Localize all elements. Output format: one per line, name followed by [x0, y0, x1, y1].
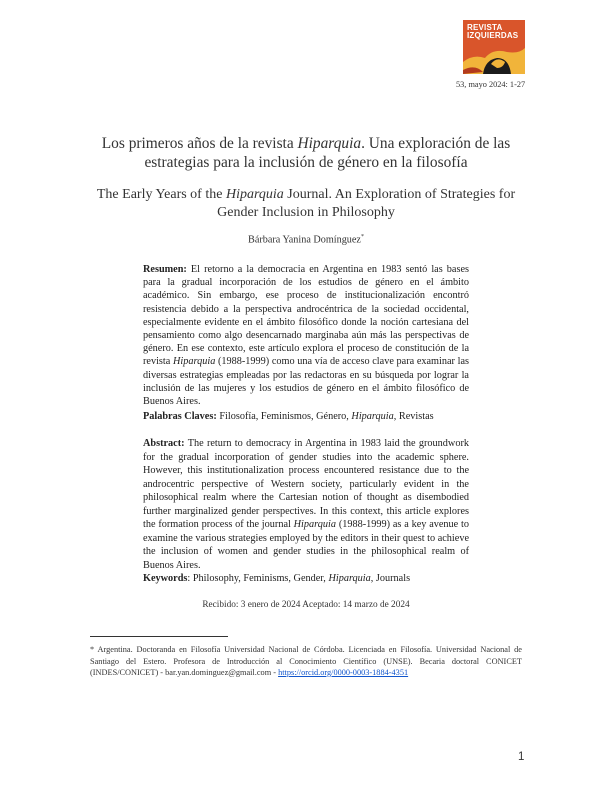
- logo-illustration-icon: [463, 44, 525, 74]
- author-name: Bárbara Yanina Domínguez*: [248, 234, 364, 246]
- received-accepted-dates: Recibido: 3 enero de 2024 Aceptado: 14 marzo de 2024: [202, 600, 410, 610]
- footnote: * Argentina. Doctoranda en Filosofía Universidad Nacional de Córdoba. Licenciada en Filosofía. Universidad Nacional de Santiago del Estero. Profesora de Introducción al Conocimiento Científico (UNSE). Becaria doctoral CONICET (INDES/CONICET) - bar.yan.dominguez@gmail.com - https://orcid.org/0000-0003-1884-4351: [90, 645, 522, 677]
- title-english: The Early Years of the Hiparquia Journal. An Exploration of Strategies for Gender Inclusion in Philosophy: [96, 187, 516, 220]
- page-number: 1: [518, 751, 525, 763]
- issue-info: 53, mayo 2024: 1-27: [456, 80, 526, 89]
- abstract-english: Abstract: The return to democracy in Argentina in 1983 laid the groundwork for the gradual incorporation of gender studies into the academic sphere. However, this institutionalization process encountered resistance due to the androcentric perspective of Western society, particularly evident in the philosophical realm where the Cartesian notion of thought as disembodied further marginalized gender perspectives. In this context, this article explores the formation process of the journal Hiparquia (1988-1999) as a key avenue to examine the various strategies employed by the editors in their quest to achieve the inclusion of women and gender studies in the philosophical realm of Buenos Aires.: [143, 438, 469, 571]
- logo-line-1: REVISTA: [467, 23, 503, 32]
- keywords-english: Keywords: Philosophy, Feminisms, Gender, Hiparquia, Journals: [143, 573, 411, 584]
- orcid-link[interactable]: https://orcid.org/0000-0003-1884-4351: [278, 668, 409, 677]
- logo-line-2: IZQUIERDAS: [467, 31, 519, 40]
- journal-logo: [463, 20, 525, 74]
- keywords-spanish: Palabras Claves: Filosofía, Feminismos, Género, Hiparquia, Revistas: [143, 411, 434, 422]
- title-spanish: Los primeros años de la revista Hiparquia. Una exploración de las estrategias para la inclusión de género en la filosofía: [101, 135, 511, 171]
- footnote-divider: [90, 636, 228, 637]
- abstract-spanish: Resumen: El retorno a la democracia en Argentina en 1983 sentó las bases para la gradual incorporación de los estudios de género en el ámbito académico. Sin embargo, ese proceso de institucionalización encontró resistencia debido a la perspectiva androcéntrica de la sociedad occidental, especialmente evidente en el ámbito filosófico donde la noción cartesiana del pensamiento como algo desencarnado marginaba aún más las perspectivas de género. En ese contexto, este artículo explora el proceso de constitución de la revista Hiparquia (1988-1999) como una vía de acceso clave para examinar las diversas estrategias empleadas por las redactoras en su búsqueda por lograr la inclusión de las mujeres y los estudios de género en el ámbito filosófico de Buenos Aires.: [143, 264, 469, 408]
- footnote-reference[interactable]: *: [360, 234, 364, 240]
